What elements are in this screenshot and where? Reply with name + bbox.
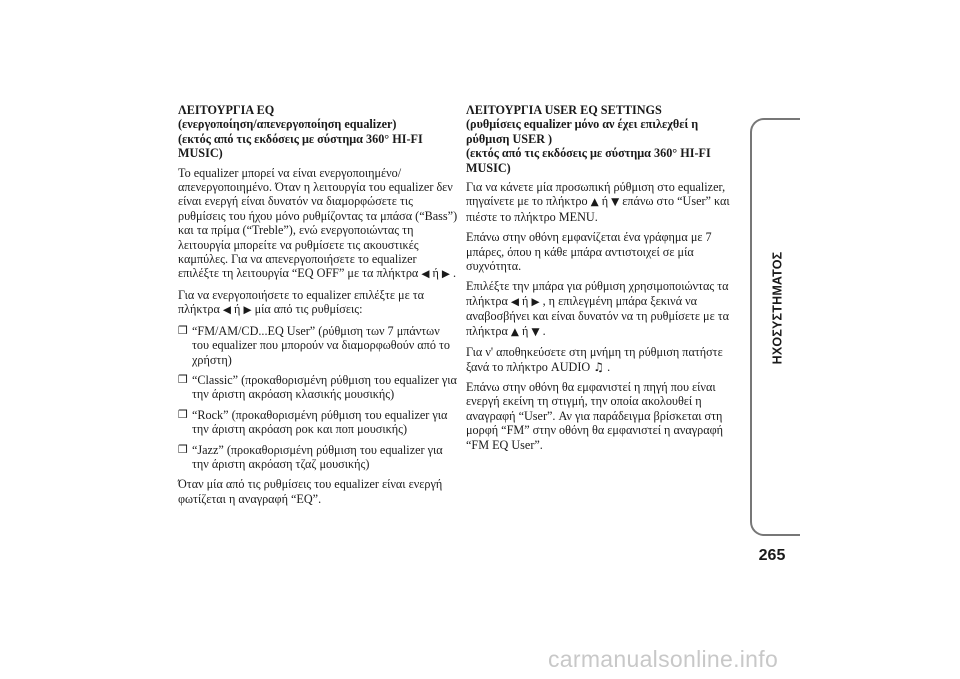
- arrow-left-icon: ◀: [222, 304, 231, 317]
- heading-line: (εκτός από τις εκδόσεις με σύστημα 360° HI-FI: [466, 146, 711, 161]
- section-tab-label: [758, 248, 796, 368]
- arrow-up-icon: ▲: [510, 325, 519, 338]
- user-eq-paragraph-5: Επάνω στην οθόνη θα εμφανιστεί η πηγή που είναι ενεργή εκείνη τη στιγμή, την οποία ακολουθεί η αναγραφή “User”. Αν για παράδειγμα βρίσκεται στη μορφή “FM” στην οθόνη θα εμφανιστεί η αναγραφή “FM EQ User”.: [466, 379, 724, 452]
- paragraph-text: μία από τις ρυθμίσεις:: [254, 302, 363, 317]
- user-eq-paragraph-1: [466, 180, 746, 224]
- list-item-text: “FM/AM/CD...EQ User” (ρύθμιση των 7 μπάντων του equalizer που μπορούν να διαμορφωθούν από το χρήστη): [192, 323, 450, 367]
- paragraph-text: επάνω στο “User” και πιέστε το πλήκτρο MENU.: [466, 194, 730, 224]
- arrow-up-icon: ▲: [590, 196, 599, 209]
- page-number: 265: [758, 547, 786, 564]
- arrow-down-icon: ▼: [531, 325, 540, 338]
- eq-paragraph-3: Όταν μία από τις ρυθμίσεις του equalizer είναι ενεργή φωτίζεται η αναγραφή “EQ”.: [178, 477, 443, 506]
- or-text: ή: [432, 266, 439, 281]
- paragraph-text: Για να κάνετε μία προσωπική ρύθμιση στο equalizer, πηγαίνετε με το πλήκτρο: [466, 180, 726, 209]
- arrow-left-icon: ◀: [510, 295, 519, 308]
- paragraph-text: Για ν' αποθηκεύσετε στη μνήμη τη ρύθμιση πατήστε ξανά το πλήκτρο AUDIO: [466, 345, 723, 374]
- paragraph-text: Επιλέξτε την μπάρα για ρύθμιση χρησιμοποιώντας τα πλήκτρα: [466, 279, 729, 308]
- heading-line: ΛΕΙΤΟΥΡΓΙΑ EQ: [178, 103, 275, 117]
- arrow-right-icon: ▶: [243, 304, 252, 317]
- paragraph-text: Για να ενεργοποιήσετε το equalizer επιλέξτε με τα πλήκτρα: [178, 287, 425, 317]
- user-eq-heading: [466, 103, 746, 175]
- heading-line: ΛΕΙΤΟΥΡΓΙΑ USER EQ SETTINGS: [466, 103, 662, 117]
- eq-heading: [178, 103, 458, 161]
- heading-line: (ρυθμίσεις equalizer μόνο αν έχει επιλεχθεί η: [466, 117, 699, 132]
- or-text: ή: [522, 323, 529, 338]
- paragraph-text: Το equalizer μπορεί να είναι ενεργοποιημένο/απενεργοποιημένο. Όταν η λειτουργία του equalizer δεν είναι ενεργή είναι δυνατόν να διαμορφώσετε τις ρυθμίσεις του ήχου μόνο ρυθμίζοντας τα μπάσα (“Bass”) και τα πρίμα (“Treble”), ενώ ενεργοποιώντας τη λειτουργία μπορείτε να ρυθμίσετε τις ακουστικές καμπύλες. Για να απενεργοποιήσετε το equalizer επιλέξτε τη λειτουργία “EQ OFF” με τα πλήκτρα: [178, 165, 458, 281]
- or-text: ή: [234, 302, 241, 317]
- audio-note-icon: ♫: [593, 359, 605, 374]
- heading-line: MUSIC): [178, 146, 223, 161]
- user-eq-paragraph-4: [466, 345, 746, 374]
- arrow-down-icon: ▼: [611, 196, 620, 209]
- checkbox-bullet-icon: ❒: [178, 407, 188, 421]
- arrow-left-icon: ◀: [421, 268, 430, 281]
- list-item: [178, 373, 458, 402]
- right-column: [466, 103, 746, 458]
- left-column: [178, 103, 458, 512]
- paragraph-end: .: [542, 323, 546, 338]
- or-text: ή: [601, 194, 609, 209]
- heading-line: ρύθμιση USER ): [466, 131, 553, 146]
- paragraph-end: .: [453, 266, 457, 281]
- watermark: carmanualsonline.info: [548, 646, 779, 672]
- heading-line: (ενεργοποίηση/απενεργοποίηση equalizer): [178, 117, 397, 132]
- or-text: ή: [522, 293, 529, 308]
- list-item-text: “Jazz” (προκαθορισμένη ρύθμιση του equalizer για την άριστη ακρόαση τζαζ μουσικής): [192, 442, 443, 471]
- paragraph-text: , η επιλεγμένη μπάρα ξεκινά να αναβοσβήνει και είναι δυνατόν να τη ρυθμίσετε με τα πλήκτρα: [466, 293, 730, 338]
- list-item: [178, 324, 458, 367]
- checkbox-bullet-icon: ❒: [178, 372, 188, 386]
- user-eq-paragraph-3: [466, 279, 746, 339]
- arrow-right-icon: ▶: [441, 268, 450, 281]
- eq-paragraph-2: [178, 288, 458, 318]
- heading-line: (εκτός από τις εκδόσεις με σύστημα 360° HI-FI: [178, 131, 423, 146]
- checkbox-bullet-icon: ❒: [178, 323, 188, 337]
- eq-paragraph-1: [178, 166, 458, 282]
- user-eq-paragraph-2: Επάνω στην οθόνη εμφανίζεται ένα γράφημα με 7 μπάρες, όπου η κάθε μπάρα αντιστοιχεί σε μία συχνότητα.: [466, 230, 712, 274]
- section-tab-text: ΗΧΟΣΥΣΤΗΜΑΤΟΣ: [770, 251, 785, 365]
- arrow-right-icon: ▶: [531, 295, 540, 308]
- heading-line: MUSIC): [466, 160, 511, 175]
- paragraph-end: .: [607, 359, 611, 374]
- list-item: [178, 443, 458, 472]
- list-item-text: “Classic” (προκαθορισμένη ρύθμιση του equalizer για την άριστη ακρόαση κλασικής μουσικής): [192, 372, 457, 402]
- checkbox-bullet-icon: ❒: [178, 442, 188, 456]
- list-item-text: “Rock” (προκαθορισμένη ρύθμιση του equalizer για την άριστη ακρόαση ροκ και ποπ μουσικής): [192, 407, 448, 437]
- list-item: [178, 408, 458, 437]
